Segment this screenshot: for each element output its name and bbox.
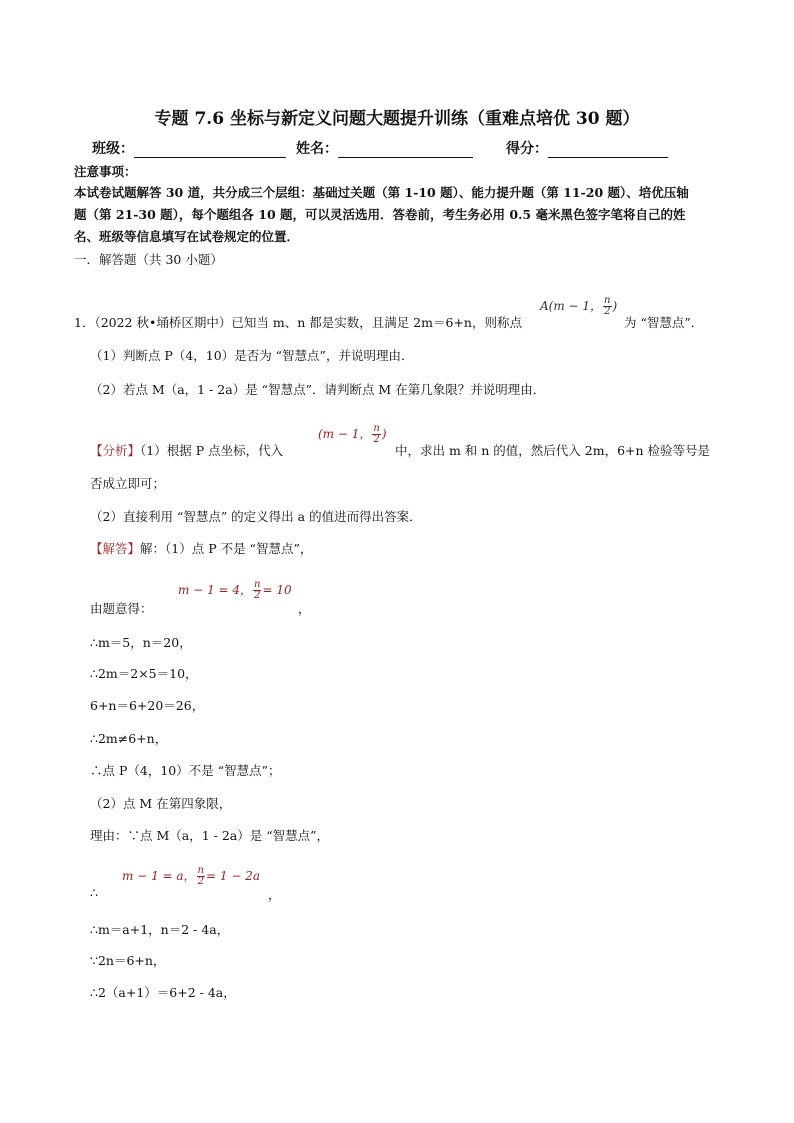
answer-line: （2）点 M 在第四象限， xyxy=(90,796,232,811)
answer-line: 理由：∵点 M（a，1 - 2a）是 “智慧点”， xyxy=(90,828,330,843)
class-label: 班级： xyxy=(92,141,134,157)
score-blank[interactable] xyxy=(548,143,668,158)
answer-line: ∴点 P（4，10）不是 “智慧点”； xyxy=(90,763,281,778)
notice-heading: 注意事项： xyxy=(74,164,137,179)
analysis-line: 【分析】（1）根据 P 点坐标，代入 xyxy=(90,443,284,458)
answer-line: 由题意得： xyxy=(90,601,153,616)
question-stem: 1．（2022 秋•埇桥区期中）已知当 m、n 都是实数，且满足 2m＝6+n，则称点 xyxy=(74,315,522,330)
answer-line: ∴ xyxy=(90,885,98,900)
answer-line: ∴m＝a+1，n＝2 - 4a， xyxy=(90,922,230,937)
question-part: （2）若点 M（a，1 - 2a）是 “智慧点”．请判断点 M 在第几象限？并说明理由． xyxy=(90,382,546,397)
answer-line: ∴2（a+1）＝6+2 - 4a， xyxy=(90,985,236,1000)
notice-line: 本试卷试题解答 30 道，共分成三个层组：基础过关题（第 1-10 题）、能力提升题（第 11-20 题）、培优压轴 xyxy=(74,185,689,200)
class-field xyxy=(92,138,286,158)
name-field xyxy=(296,138,473,158)
score-field xyxy=(506,138,668,158)
answer-line: ， xyxy=(298,601,311,616)
answer-line: ∴2m≠6+n， xyxy=(90,731,168,746)
page-title: 专题 7.6 坐标与新定义问题大题提升训练（重难点培优 30 题） xyxy=(154,109,640,129)
question-part: （1）判断点 P（4，10）是否为 “智慧点”，并说明理由． xyxy=(90,348,414,363)
answer-line: ∴2m＝2×5＝10， xyxy=(90,666,198,681)
section-heading: 一．解答题（共 30 小题） xyxy=(74,252,223,267)
question-stem-end: 为 “智慧点”． xyxy=(624,315,704,330)
analysis-line: （2）直接利用 “智慧点” 的定义得出 a 的值进而得出答案． xyxy=(90,509,422,524)
answer-line: ∴m＝5，n＝20， xyxy=(90,635,192,650)
answer-line: 6+n＝6+20＝26， xyxy=(90,698,205,713)
formula-image: m − 1 = 4， $\frac{n}{2}$ = 10 xyxy=(178,579,292,601)
score-label: 得分： xyxy=(506,141,548,157)
name-label: 姓名： xyxy=(296,141,338,157)
name-blank[interactable] xyxy=(338,143,473,158)
notice-line: 名、班级等信息填写在试卷规定的位置． xyxy=(74,229,300,244)
notice-line: 题（第 21-30 题），每个题组各 10 题，可以灵活选用．答卷前，考生务必用 0.5 毫米黑色签字笔将自己的姓 xyxy=(74,207,686,222)
answer-line: ∵2n＝6+n， xyxy=(90,953,166,968)
analysis-line: 否成立即可； xyxy=(90,476,166,491)
answer-line: ， xyxy=(268,887,281,902)
formula-image: (m − 1， $\frac{n}{2}$ ) xyxy=(318,423,387,445)
formula-image: A(m − 1， $\frac{n}{2}$ ) xyxy=(540,295,618,317)
analysis-line: 中，求出 m 和 n 的值，然后代入 2m，6+n 检验等号是 xyxy=(395,443,711,458)
answer-line: 【解答】解：（1）点 P 不是 “智慧点”， xyxy=(90,541,313,556)
analysis-tag: 【分析】 xyxy=(90,443,141,458)
formula-image: m − 1 = a， $\frac{n}{2}$ = 1 − 2a xyxy=(122,865,260,887)
answer-tag: 【解答】 xyxy=(90,541,141,556)
class-blank[interactable] xyxy=(134,143,286,158)
